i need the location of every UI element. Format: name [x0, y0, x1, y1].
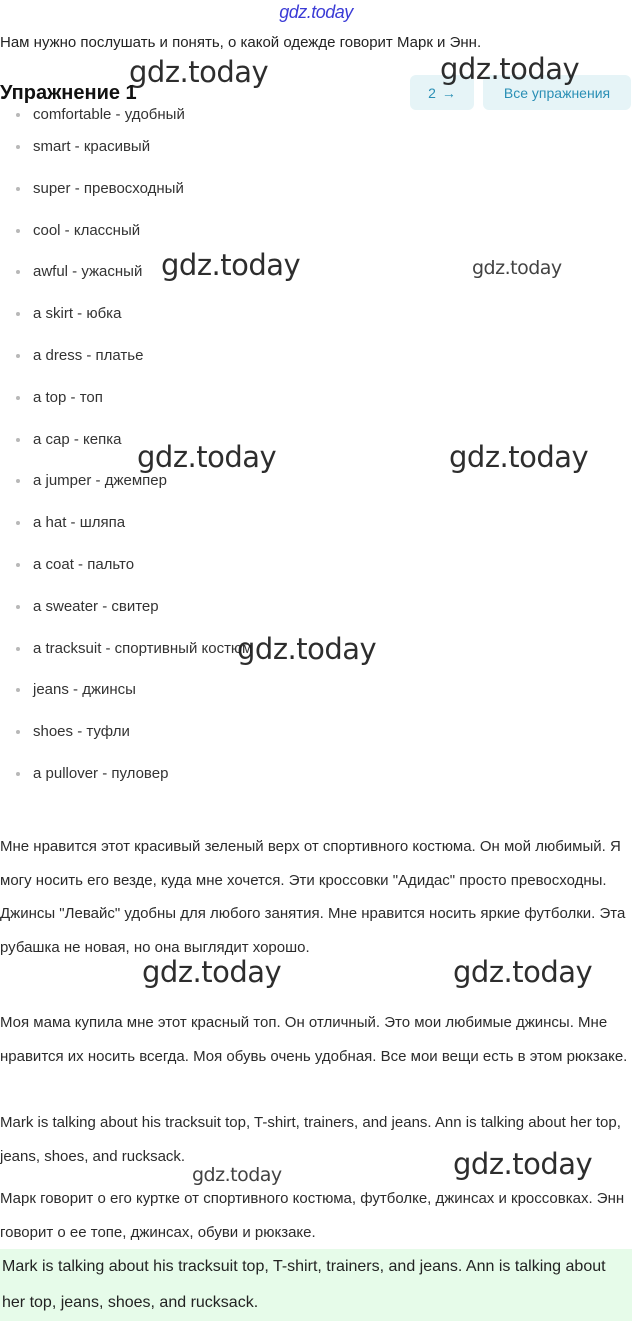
bullet-icon [16, 270, 20, 274]
site-logo[interactable]: gdz.today [279, 2, 353, 22]
list-item-text: a hat - шляпа [33, 514, 126, 532]
bullet-icon [16, 354, 20, 358]
list-item [0, 335, 632, 377]
answer-highlight-text: Mark is talking about his tracksuit top, T-shirt, trainers, and jeans. Ann is talking about her top, jeans, shoes, and rucksack. [2, 1258, 606, 1311]
bullet-icon [16, 187, 20, 191]
watermark: gdz.today [453, 955, 593, 989]
list-item-text: smart - красивый [33, 138, 151, 155]
list-item [0, 711, 632, 753]
answer-russian-paragraph: Марк говорит о его куртке от спортивного костюма, футболке, джинсах и кроссовках. Энн говорит о ее топе, джинсах, обуви и рюкзаке. [0, 1190, 625, 1241]
list-item [0, 753, 632, 795]
all-exercises-label: Все упражнения [503, 84, 611, 101]
watermark: gdz.today [161, 248, 301, 282]
bullet-icon [16, 229, 20, 233]
list-item [0, 377, 632, 419]
list-item-text: comfortable - удобный [33, 106, 185, 123]
bullet-icon [16, 647, 20, 651]
list-item-text: cool - классный [33, 221, 141, 239]
list-item-text: a top - топ [33, 388, 103, 406]
bullet-icon [16, 688, 20, 692]
list-item [0, 126, 632, 168]
list-item-text: a pullover - пуловер [33, 764, 169, 782]
list-item-text: jeans - джинсы [33, 681, 136, 699]
watermark: gdz.today [472, 257, 562, 279]
bullet-icon [16, 730, 20, 734]
bullet-icon [16, 312, 20, 316]
bullet-icon [16, 605, 20, 609]
list-item-text: a dress - платье [33, 346, 144, 364]
answer-english-paragraph: Mark is talking about his tracksuit top, T-shirt, trainers, and jeans. Ann is talking about her top, jeans, shoes, and rucksack. [0, 1114, 621, 1165]
watermark: gdz.today [449, 440, 589, 474]
watermark: gdz.today [192, 1164, 282, 1186]
bullet-icon [16, 521, 20, 525]
list-item-text: a tracksuit - спортивный костюм [33, 639, 253, 657]
bullet-icon [16, 772, 20, 776]
list-item [0, 586, 632, 628]
watermark: gdz.today [142, 955, 282, 989]
list-item [0, 104, 632, 126]
next-exercise-label: 2 [428, 84, 436, 101]
list-item-text: a coat - пальто [33, 555, 135, 573]
list-item-text: a skirt - юбка [33, 305, 122, 323]
ann-translation-paragraph: Моя мама купила мне этот красный топ. Он отличный. Это мои любимые джинсы. Мне нравится их носить всегда. Моя обувь очень удобная. Все мои вещи есть в этом рюкзаке. [0, 1014, 628, 1065]
list-item-text: awful - ужасный [33, 263, 143, 281]
bullet-icon [16, 438, 20, 442]
list-item-text: shoes - туфли [33, 723, 130, 741]
list-item [0, 168, 632, 210]
watermark: gdz.today [440, 52, 580, 86]
list-item [0, 293, 632, 335]
bullet-icon [16, 145, 20, 149]
watermark: gdz.today [237, 632, 377, 666]
bullet-icon [16, 479, 20, 483]
watermark: gdz.today [453, 1147, 593, 1181]
list-item [0, 210, 632, 252]
list-item-text: a jumper - джемпер [33, 472, 167, 490]
list-item [0, 502, 632, 544]
exercise-title: Упражнение 1 [0, 82, 137, 104]
answer-highlight-box [0, 1249, 632, 1321]
bullet-icon [16, 113, 20, 117]
list-item-text: a sweater - свитер [33, 597, 159, 615]
intro-text: Нам нужно послушать и понять, о какой одежде говорит Марк и Энн. [0, 34, 482, 51]
mark-translation-paragraph: Мне нравится этот красивый зеленый верх от спортивного костюма. Он мой любимый. Я могу носить его везде, куда мне хочется. Эти кроссовки "Адидас" просто превосходны. Джинсы "Левайс" удобны для любого занятия. Мне нравится носить яркие футболки. Эта рубашка не новая, но она выглядит хорошо. [0, 838, 626, 956]
bullet-icon [16, 563, 20, 567]
bullet-icon [16, 396, 20, 400]
list-item [0, 544, 632, 586]
watermark: gdz.today [129, 55, 269, 89]
list-item [0, 669, 632, 711]
list-item-text: a cap - кепка [33, 430, 122, 448]
watermark: gdz.today [137, 440, 277, 474]
arrow-right-icon: → [441, 84, 456, 101]
list-item-text: super - превосходный [33, 179, 184, 197]
